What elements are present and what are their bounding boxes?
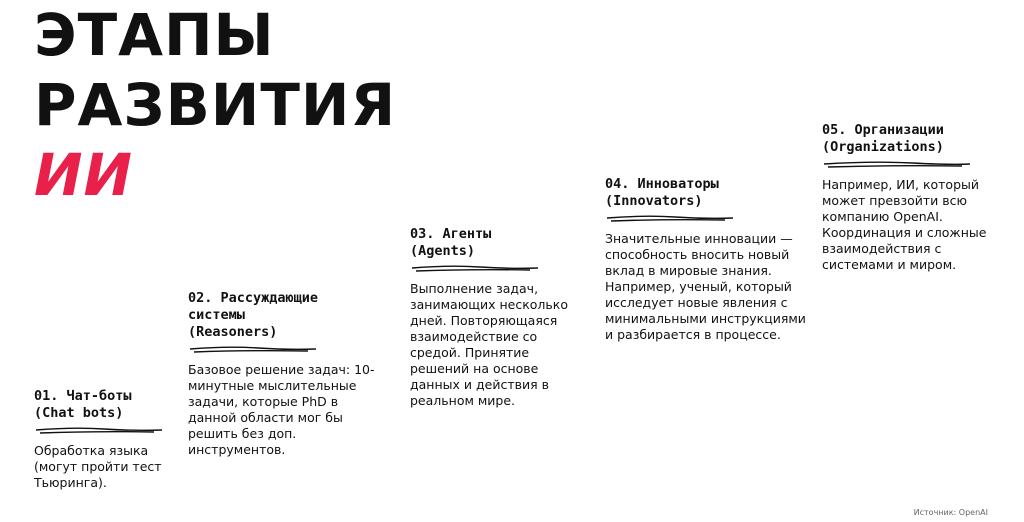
stage-05-heading	[822, 122, 1002, 156]
stage-02-heading-line-2: системы	[188, 307, 245, 323]
stage-01-heading-line-1: 01. Чат-боты	[34, 388, 132, 404]
title-line-1: ЭТАПЫ	[34, 1, 275, 69]
stage-03-description: Выполнение задач, занимающих несколько дней. Повторяющаяся взаимодействие со средой. Принятие решений на основе данных и действия в реальном мире.	[410, 281, 568, 408]
stage-05-scribble-underline	[822, 159, 972, 169]
stage-01-heading	[34, 388, 184, 422]
stage-02-scribble-underline	[188, 344, 318, 354]
stage-05-heading-line-1: 05. Организации	[822, 122, 944, 138]
stage-02-heading	[188, 290, 378, 341]
stage-05-description: Например, ИИ, который может превзойти всю компанию OpenAI. Координация и сложные взаимодействия с системами и миром.	[822, 177, 987, 272]
page-title	[34, 0, 396, 210]
stage-03-scribble-underline	[410, 263, 540, 273]
stage-02-description: Базовое решение задач: 10-минутные мыслительные задачи, которые PhD в данной области мог бы решить без доп. инструментов.	[188, 362, 375, 457]
stage-01-chat-bots	[34, 388, 184, 491]
stage-02-reasoners	[188, 290, 378, 458]
stage-05-organizations	[822, 122, 1002, 273]
title-line-2: РАЗВИТИЯ	[34, 71, 397, 139]
stage-02-heading-line-3: (Reasoners)	[188, 324, 278, 340]
stage-04-description: Значительные инновации — способность вносить новый вклад в мировые знания. Например, ученый, который исследует новые явления с минимальными инструкциями и разбирается в процессе.	[605, 231, 806, 342]
stage-04-scribble-underline	[605, 213, 735, 223]
stage-04-heading-line-2: (Innovators)	[605, 193, 703, 209]
stage-01-heading-line-2: (Chat bots)	[34, 405, 124, 421]
stage-03-heading	[410, 226, 580, 260]
stage-04-heading	[605, 176, 810, 210]
source-note: Источник: OpenAI	[913, 508, 988, 517]
stage-03-heading-line-1: 03. Агенты	[410, 226, 492, 242]
stage-04-heading-line-1: 04. Инноваторы	[605, 176, 719, 192]
stage-02-heading-line-1: 02. Рассуждающие	[188, 290, 319, 306]
stage-01-description: Обработка языка (могут пройти тест Тьюринга).	[34, 443, 162, 490]
stage-03-heading-line-2: (Agents)	[410, 243, 476, 259]
title-line-3-accent: ИИ	[34, 141, 134, 209]
stage-04-innovators	[605, 176, 810, 343]
stage-05-heading-line-2: (Organizations)	[822, 139, 944, 155]
stage-03-agents	[410, 226, 580, 409]
stage-01-scribble-underline	[34, 425, 164, 435]
